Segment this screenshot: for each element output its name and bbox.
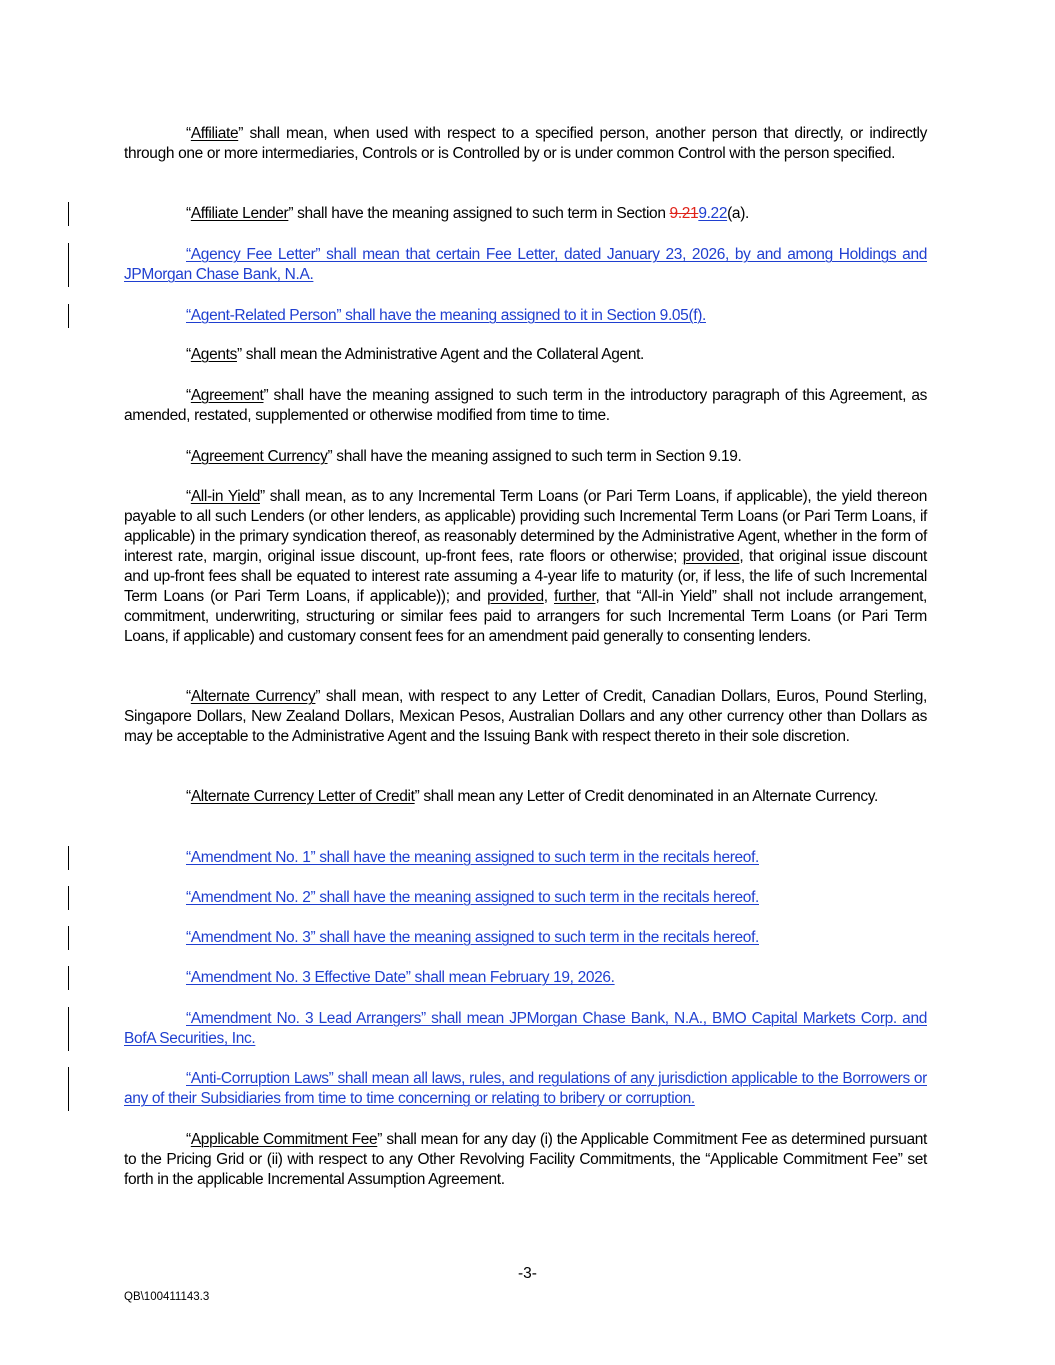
inserted-text: “Anti-Corruption Laws” shall mean all laws, rules, and regulations of any jurisdiction applicable to the Borrowers or any of their Subsidiaries from time to time concerning or relating to bribery or corruption. [124,1070,927,1107]
definition-amendment-no-2 [124,888,927,908]
defined-term: Agreement Currency [190,448,328,465]
definition-amendment-no-1 [124,848,927,868]
definition-anti-corruption-laws [124,1069,927,1109]
inserted-text: “Amendment No. 2” shall have the meaning assigned to such term in the recitals hereof. [186,889,759,906]
definition-alternate-currency: “Alternate Currency” shall mean, with respect to any Letter of Credit, Canadian Dollars, Euros, Pound Sterling, Singapore Dollars, New Zealand Dollars, Mexican Pesos, Australian Dollars and any other currency other than Dollars as may be acceptable to the Administrative Agent and the Issuing Bank with respect thereto in their sole discretion. [124,688,927,745]
change-bar [68,304,69,328]
change-bar [68,202,69,226]
definition-alternate-currency-loc: “Alternate Currency Letter of Credit” shall mean any Letter of Credit denominated in an Alternate Currency. [186,788,879,805]
defined-term: Agreement [190,387,264,404]
inserted-text: 9.22 [698,205,728,222]
definition-agreement: “Agreement” shall have the meaning assigned to such term in the introductory paragraph of this Agreement, as amended, restated, supplemented or otherwise modified from time to time. [124,387,927,424]
inserted-text: “Amendment No. 3” shall have the meaning assigned to such term in the recitals hereof. [186,929,759,946]
defined-term: Agents [190,346,237,363]
defined-term: Alternate Currency [190,688,316,705]
inserted-text: “Agency Fee Letter” shall mean that certain Fee Letter, dated January 23, 2026, by and among Holdings and JPMorgan Chase Bank, N.A. [124,246,927,283]
defined-term: Applicable Commitment Fee [190,1131,378,1148]
definition-amendment-no-3 [124,928,927,948]
defined-term: Affiliate [190,125,239,142]
defined-term: All-in Yield [190,488,260,505]
defined-term: Alternate Currency Letter of Credit [190,788,415,805]
inserted-text: “Amendment No. 3 Lead Arrangers” shall mean JPMorgan Chase Bank, N.A., BMO Capital Markets Corp. and BofA Securities, Inc. [124,1010,927,1047]
page-number: -3- [518,1265,537,1282]
definition-applicable-commitment-fee: “Applicable Commitment Fee” shall mean for any day (i) the Applicable Commitment Fee as determined pursuant to the Pricing Grid or (ii) with respect to any Other Revolving Facility Commitments, the “Applicable Commitment Fee” set forth in the applicable Incremental Assumption Agreement. [124,1131,927,1188]
change-bar [68,243,69,287]
inserted-text: “Agent-Related Person” shall have the meaning assigned to it in Section 9.05(f). [186,307,706,324]
change-bar [68,1067,69,1111]
change-bar [68,966,69,990]
inserted-text: “Amendment No. 3 Effective Date” shall mean February 19, 2026. [186,969,615,986]
change-bar [68,846,69,870]
definition-amendment-no-3-effective-date [124,968,927,988]
definition-agreement-currency: “Agreement Currency” shall have the meaning assigned to such term in Section 9.19. [186,448,742,465]
document-id: QB\100411143.3 [124,1291,210,1303]
change-bar [68,886,69,910]
definition-affiliate-lender: “Affiliate Lender” shall have the meaning assigned to such term in Section 9.219.22(a). [186,205,749,222]
change-bar [68,926,69,950]
definition-agents: “Agents” shall mean the Administrative Agent and the Collateral Agent. [186,346,645,363]
change-bar [68,1007,69,1051]
definition-all-in-yield: “All-in Yield” shall mean, as to any Incremental Term Loans (or Pari Term Loans, if applicable), the yield thereon payable to all such Lenders (or other lenders, as applicable) providing such Incremental Term Loans (or Pari Term Loans, if applicable) in the primary syndication thereof, as reasonably determined by the Administrative Agent, whether in the form of interest rate, margin, original issue discount, up-front fees, rate floors or otherwise; provided, that original issue discount and up-front fees shall be equated to interest rate assuming a 4-year life to maturity (or, if less, the life of such Incremental Term Loans (or Pari Term Loans, if applicable)); and provided, further, that “All-in Yield” shall not include arrangement, commitment, underwriting, structuring or similar fees paid to arrangers for such Incremental Term Loans (or Pari Term Loans, if applicable) and customary consent fees for an amendment paid generally to consenting lenders. [124,488,928,645]
definition-agency-fee-letter [124,245,927,285]
definition-affiliate: “Affiliate” shall mean, when used with respect to a specified person, another person that directly, or indirectly through one or more intermediaries, Controls or is Controlled by or is under common Control with the person specified. [124,125,927,162]
definition-amendment-no-3-lead-arrangers [124,1009,927,1049]
definition-agent-related-person [124,306,927,326]
defined-term: Affiliate Lender [190,205,289,222]
deleted-text: 9.21 [669,205,699,222]
inserted-text: “Amendment No. 1” shall have the meaning assigned to such term in the recitals hereof. [186,849,759,866]
